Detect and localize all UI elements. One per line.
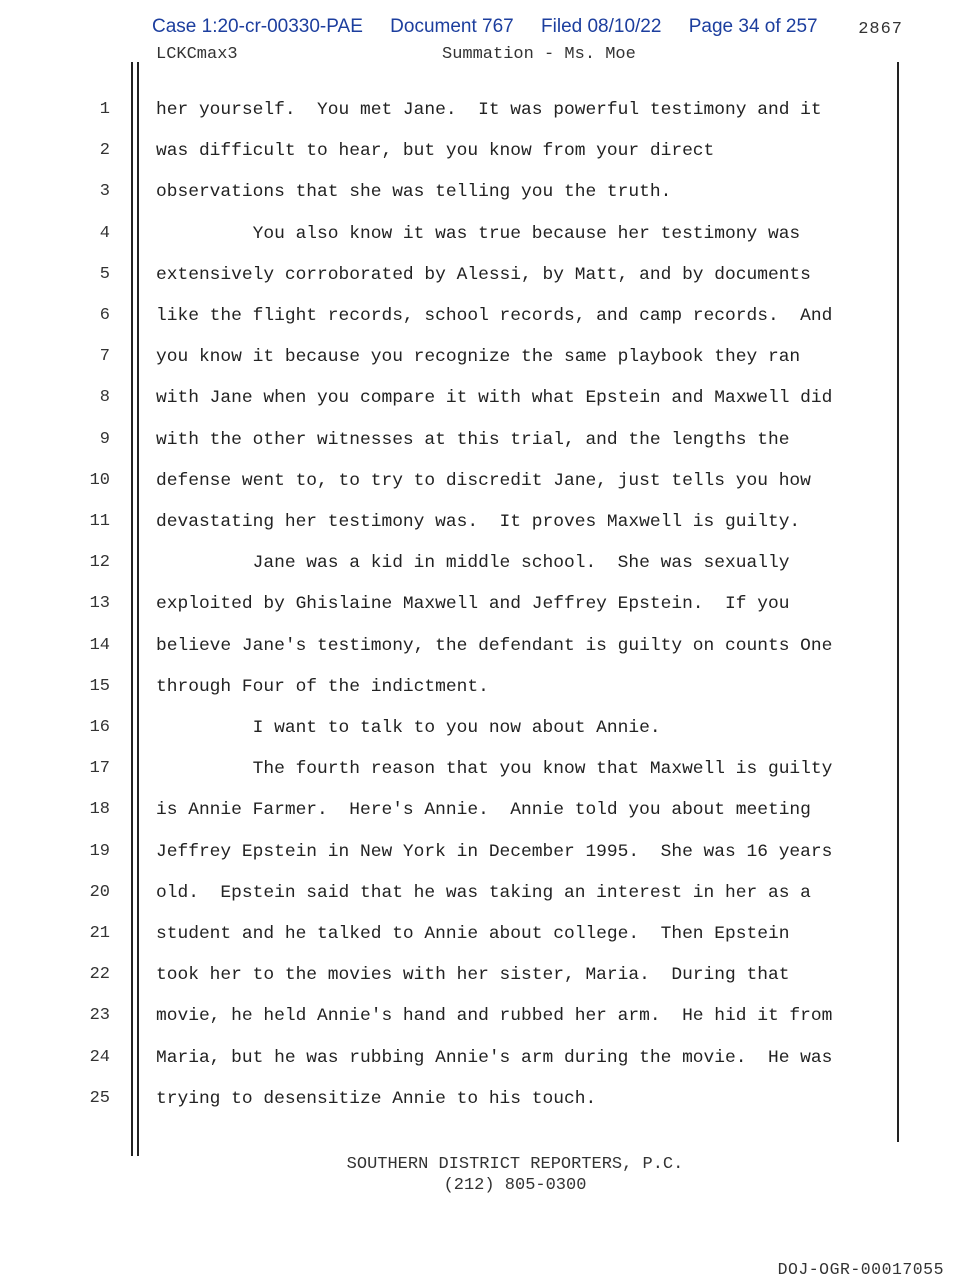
line-text: observations that she was telling you the truth. xyxy=(156,182,672,203)
line-number: 2 xyxy=(99,141,110,161)
transcript-line xyxy=(0,883,972,924)
line-text: exploited by Ghislaine Maxwell and Jeffrey Epstein. If you xyxy=(156,594,790,615)
line-number: 7 xyxy=(99,347,110,367)
running-title: Summation - Ms. Moe xyxy=(442,45,636,64)
line-number: 13 xyxy=(89,594,110,614)
transcript-line xyxy=(0,718,972,759)
line-number: 23 xyxy=(89,1006,110,1026)
line-text: her yourself. You met Jane. It was powerful testimony and it xyxy=(156,100,822,120)
case-code: LCKCmax3 xyxy=(156,45,238,64)
transcript-page-number: 2867 xyxy=(858,20,903,39)
line-number: 16 xyxy=(89,718,110,737)
transcript-line xyxy=(0,1048,972,1089)
line-text: old. Epstein said that he was taking an interest in her as a xyxy=(156,882,811,903)
transcript-line xyxy=(0,471,972,512)
line-text: devastating her testimony was. It proves Maxwell is guilty. xyxy=(156,512,801,532)
line-number: 8 xyxy=(99,388,110,408)
line-text: with Jane when you compare it with what Epstein and Maxwell did xyxy=(156,388,833,409)
line-number: 15 xyxy=(89,676,110,696)
line-number: 20 xyxy=(89,882,110,902)
reporter-firm: SOUTHERN DISTRICT REPORTERS, P.C. xyxy=(346,1155,684,1174)
case-number: Case 1:20-cr-00330-PAE xyxy=(152,16,363,37)
line-number: 4 xyxy=(99,223,110,243)
line-number: 9 xyxy=(99,429,110,449)
line-number: 10 xyxy=(89,470,110,490)
transcript-line xyxy=(0,182,972,223)
line-number: 19 xyxy=(89,841,110,861)
page-indicator: Page 34 of 257 xyxy=(688,16,818,37)
line-number: 22 xyxy=(89,965,110,985)
line-text: Maria, but he was rubbing Annie's arm during the movie. He was xyxy=(156,1047,833,1068)
transcript-line xyxy=(0,512,972,553)
line-number: 3 xyxy=(99,182,110,202)
filing-header xyxy=(152,16,840,38)
line-number: 12 xyxy=(89,553,110,573)
transcript-line xyxy=(0,388,972,429)
transcript-line xyxy=(0,965,972,1006)
line-text: student and he talked to Annie about college. Then Epstein xyxy=(156,924,790,944)
line-number: 18 xyxy=(89,800,110,820)
line-text: I want to talk to you now about Annie. xyxy=(156,718,661,738)
line-text: with the other witnesses at this trial, and the lengths the xyxy=(156,429,790,450)
line-text: The fourth reason that you know that Maxwell is guilty xyxy=(156,759,833,780)
transcript-line xyxy=(0,594,972,635)
line-text: believe Jane's testimony, the defendant is guilty on counts One xyxy=(156,635,833,656)
line-text: You also know it was true because her testimony was xyxy=(156,223,801,244)
transcript-line xyxy=(0,347,972,388)
transcript-line xyxy=(0,430,972,471)
transcript-line xyxy=(0,759,972,800)
transcript-line xyxy=(0,306,972,347)
line-number: 5 xyxy=(99,264,110,284)
line-text: you know it because you recognize the same playbook they ran xyxy=(156,347,801,368)
line-text: movie, he held Annie's hand and rubbed her arm. He hid it from xyxy=(156,1006,833,1027)
transcript-line xyxy=(0,677,972,718)
line-number: 21 xyxy=(89,924,110,943)
line-text: like the flight records, school records, and camp records. And xyxy=(156,306,833,326)
transcript-line xyxy=(0,141,972,182)
line-text: defense went to, to try to discredit Jane, just tells you how xyxy=(156,470,811,491)
line-number: 1 xyxy=(99,100,110,119)
line-number: 6 xyxy=(99,306,110,325)
transcript-line xyxy=(0,1006,972,1047)
line-number: 24 xyxy=(89,1047,110,1067)
document-number: Document 767 xyxy=(390,16,514,37)
transcript-line xyxy=(0,842,972,883)
line-text: trying to desensitize Annie to his touch. xyxy=(156,1088,597,1109)
line-text: extensively corroborated by Alessi, by Matt, and by documents xyxy=(156,264,811,285)
reporter-phone: (212) 805-0300 xyxy=(443,1176,587,1195)
transcript-line xyxy=(0,100,972,141)
line-text: through Four of the indictment. xyxy=(156,676,489,697)
line-text: is Annie Farmer. Here's Annie. Annie told you about meeting xyxy=(156,800,811,821)
transcript-line xyxy=(0,800,972,841)
transcript-line xyxy=(0,924,972,965)
line-text: Jeffrey Epstein in New York in December 1995. She was 16 years xyxy=(156,841,833,862)
line-text: Jane was a kid in middle school. She was sexually xyxy=(156,553,790,574)
transcript-line xyxy=(0,636,972,677)
bates-number: DOJ-OGR-00017055 xyxy=(777,1260,944,1279)
line-number: 25 xyxy=(89,1088,110,1108)
line-text: took her to the movies with her sister, Maria. During that xyxy=(156,965,790,986)
transcript-line xyxy=(0,1089,972,1130)
transcript-line xyxy=(0,265,972,306)
transcript-line xyxy=(0,224,972,265)
line-number: 14 xyxy=(89,635,110,655)
line-text: was difficult to hear, but you know from your direct xyxy=(156,141,715,162)
line-number: 11 xyxy=(89,512,110,531)
line-number: 17 xyxy=(89,759,110,779)
transcript-line xyxy=(0,553,972,594)
filed-date: Filed 08/10/22 xyxy=(541,16,662,37)
